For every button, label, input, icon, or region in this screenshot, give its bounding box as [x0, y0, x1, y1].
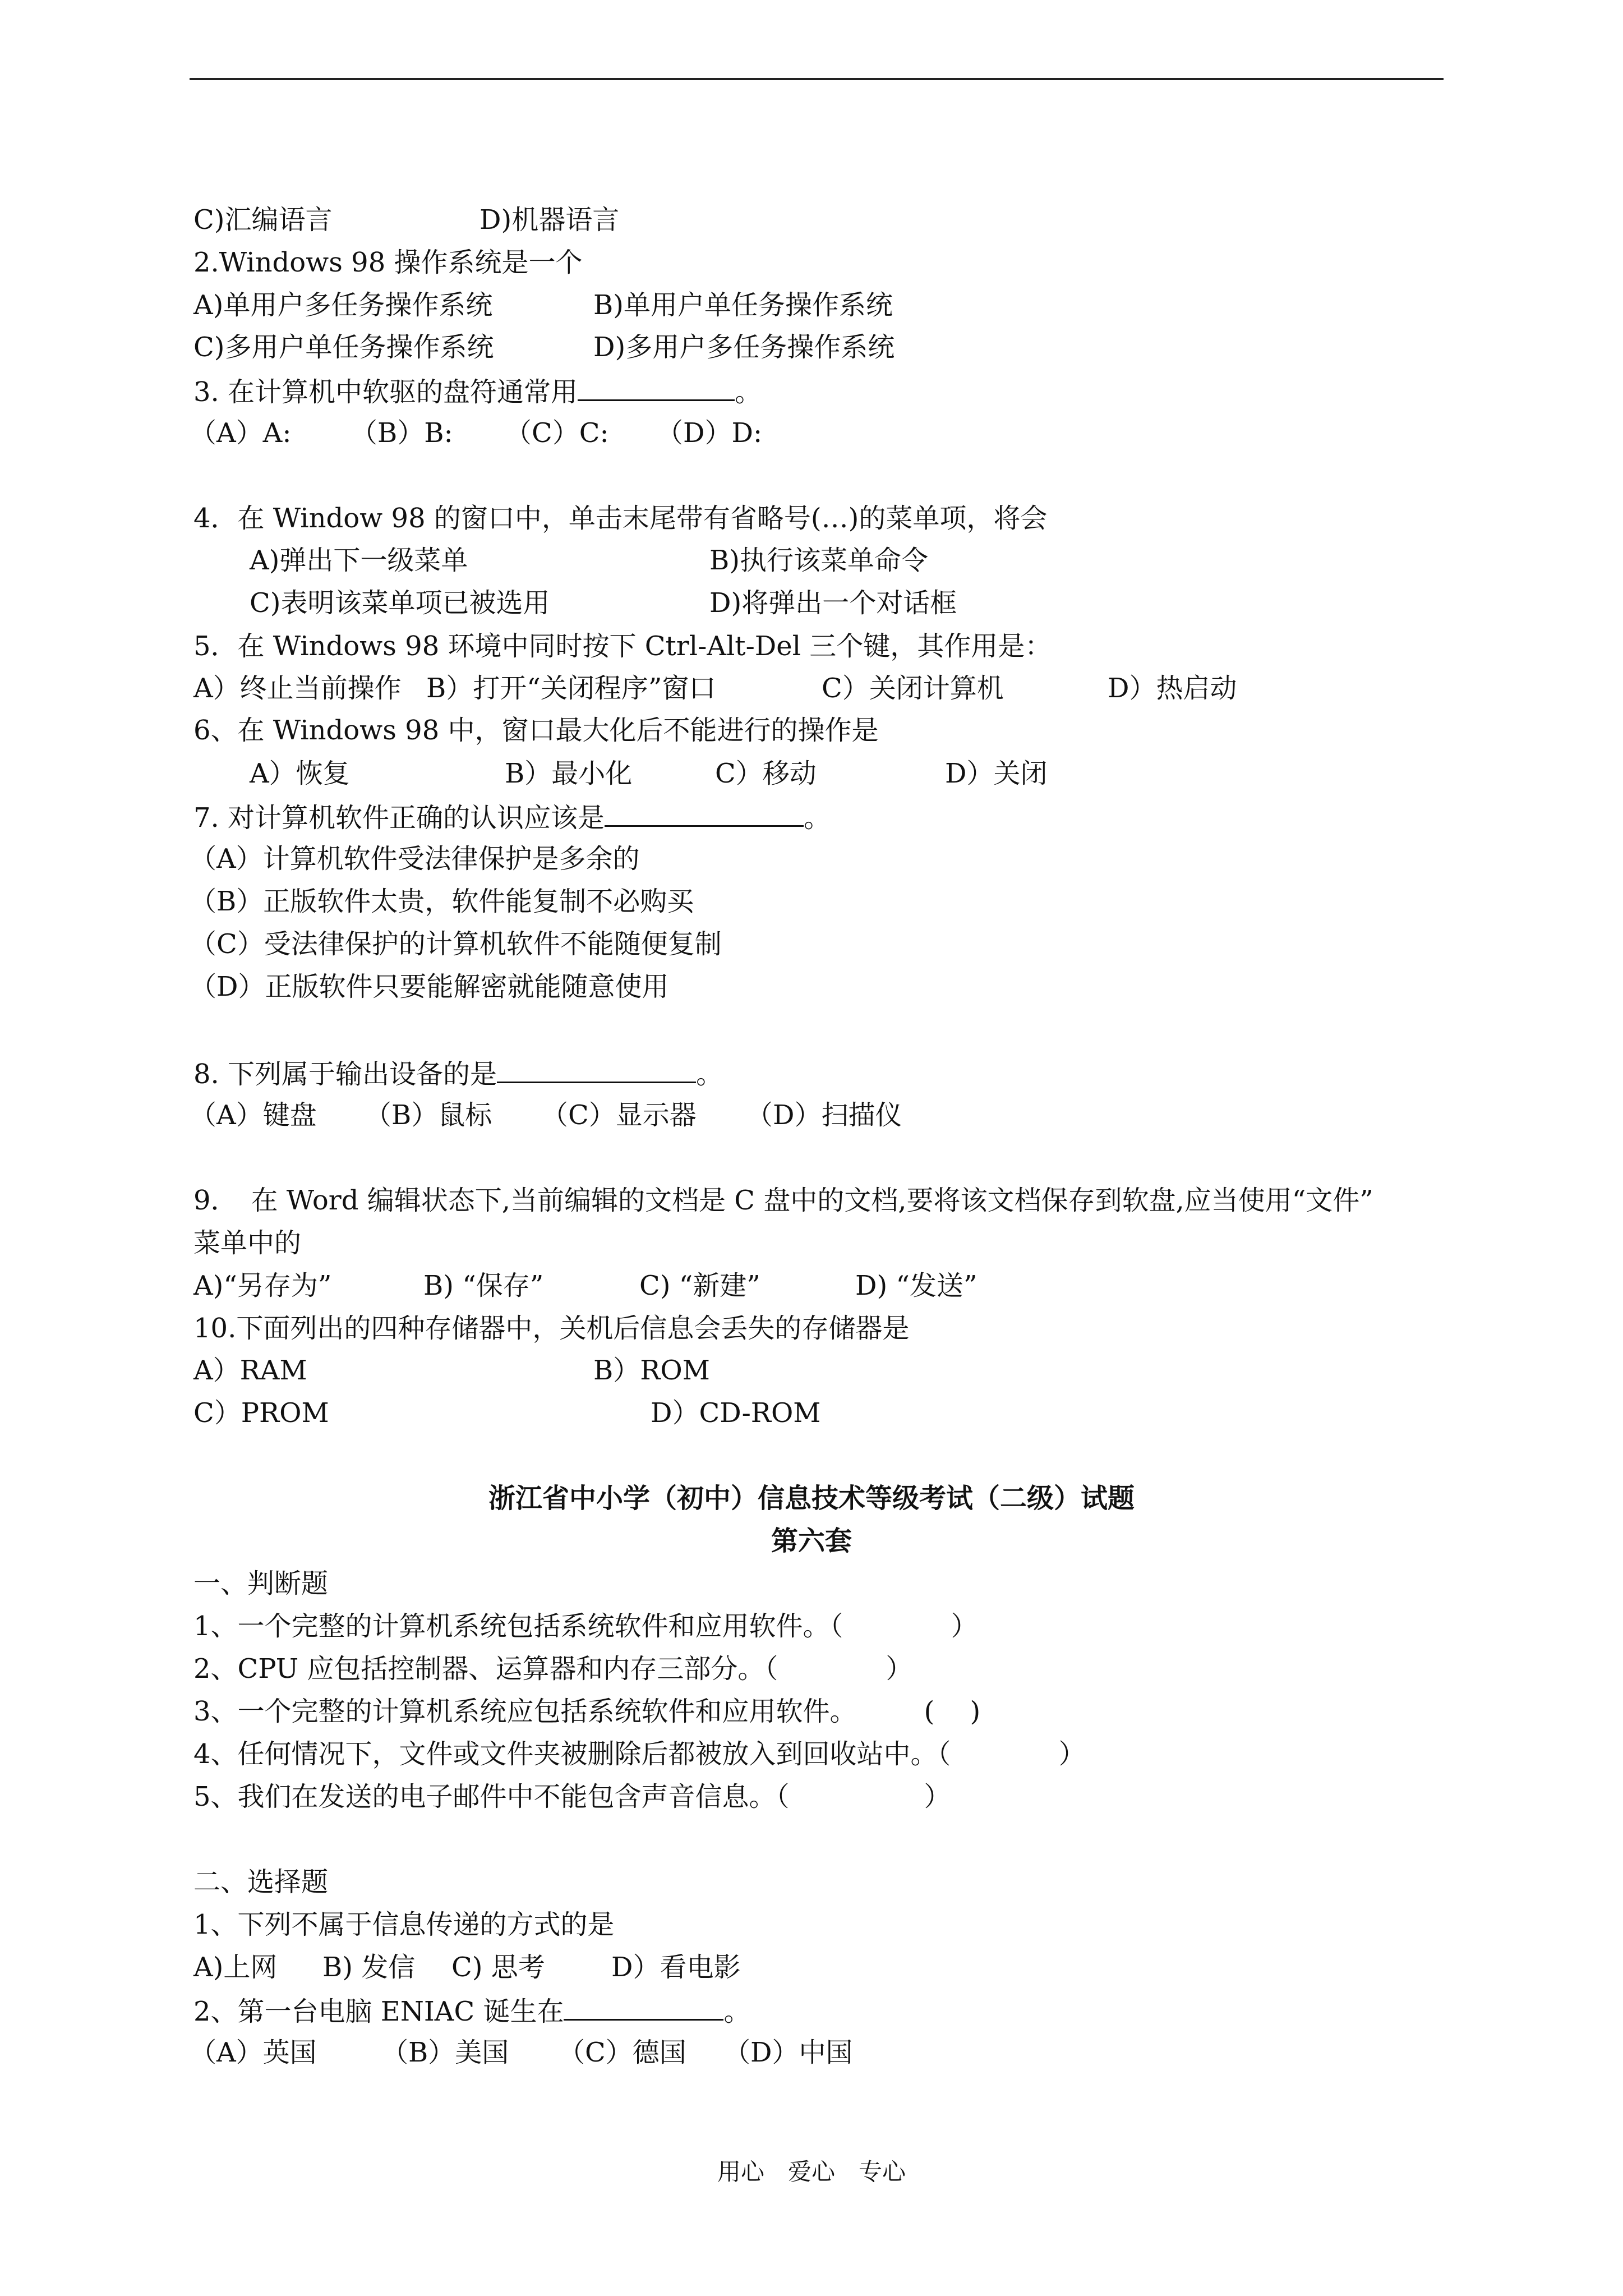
q4-option-b: B)执行该菜单命令	[709, 545, 929, 576]
s2-q1-option-d: D）看电影	[611, 1952, 741, 1983]
q7-option-d: （D）正版软件只要能解密就能随意使用	[190, 971, 669, 1002]
q1-option-c: C)汇编语言	[193, 204, 333, 236]
s2-q2-option-c: （C）德国	[558, 2037, 686, 2068]
q5-option-d: D）热启动	[1108, 673, 1237, 704]
q3-option-b: （B）B:	[351, 417, 453, 449]
q8-option-d: （D）扫描仪	[746, 1099, 902, 1131]
s2-q1-option-b: B) 发信	[322, 1952, 416, 1983]
q10-option-c: C）PROM	[193, 1397, 329, 1429]
s2-q1-option-c: C) 思考	[451, 1952, 545, 1983]
judgement-item: 5、我们在发送的电子邮件中不能包含声音信息。（ ）	[193, 1781, 951, 1812]
q3-option-c: （C）C:	[505, 417, 609, 449]
q5-option-c: C）关闭计算机	[822, 673, 1004, 704]
judgement-item: 4、任何情况下，文件或文件夹被删除后都被放入到回收站中。（ ）	[193, 1738, 1086, 1770]
q7-option-c: （C）受法律保护的计算机软件不能随便复制	[190, 928, 722, 960]
q2-option-c: C)多用户单任务操作系统	[193, 332, 494, 363]
q6-option-a: A）恢复	[250, 758, 350, 789]
q7-line	[193, 799, 831, 835]
q9-option-d: D) “发送”	[855, 1270, 978, 1301]
q7-end: 。	[804, 802, 831, 834]
q2-option-b: B)单用户单任务操作系统	[593, 289, 893, 321]
s2-q2-option-a: （A）英国	[190, 2037, 317, 2068]
q10-option-d: D）CD-ROM	[651, 1397, 821, 1429]
q3-end: 。	[735, 376, 762, 408]
q9-option-c: C) “新建”	[639, 1270, 760, 1301]
q9-stem-line1: 9． 在 Word 编辑状态下,当前编辑的文档是 C 盘中的文档,要将该文档保存到软盘,应当使用“文件”	[193, 1185, 1373, 1216]
header-rule	[190, 78, 1444, 80]
answer-blank	[605, 799, 804, 827]
answer-blank	[578, 374, 735, 401]
q4-option-a: A)弹出下一级菜单	[250, 545, 468, 576]
s2-q2-option-d: （D）中国	[723, 2037, 853, 2068]
q3-option-a: （A）A:	[190, 417, 292, 449]
section-heading-choice: 二、选择题	[193, 1866, 329, 1898]
q10-option-a: A）RAM	[193, 1355, 307, 1386]
s2-q1-option-a: A)上网	[193, 1952, 278, 1983]
q10-option-b: B）ROM	[593, 1355, 710, 1386]
q8-option-c: （C）显示器	[541, 1099, 697, 1131]
judgement-item: 2、CPU 应包括控制器、运算器和内存三部分。（ ）	[193, 1653, 913, 1685]
q6-option-b: B）最小化	[505, 758, 633, 789]
q7-option-a: （A）计算机软件受法律保护是多余的	[190, 843, 640, 875]
q8-end: 。	[696, 1059, 723, 1090]
q5-option-b: B）打开“关闭程序”窗口	[426, 673, 716, 704]
q4-stem: 4．在 Window 98 的窗口中，单击末尾带有省略号(…)的菜单项，将会	[193, 503, 1048, 534]
exam-title: 浙江省中小学（初中）信息技术等级考试（二级）试题	[488, 1483, 1135, 1514]
q6-option-c: C）移动	[715, 758, 817, 789]
q6-option-d: D）关闭	[945, 758, 1048, 789]
q4-option-c: C)表明该菜单项已被选用	[250, 587, 550, 619]
s2-q2-stem: 2、第一台电脑 ENIAC 诞生在	[193, 1996, 564, 2027]
q3-option-d: （D）D:	[656, 417, 763, 449]
q2-option-a: A)单用户多任务操作系统	[193, 289, 493, 321]
q8-option-b: （B）鼠标	[365, 1099, 492, 1131]
q4-option-d: D)将弹出一个对话框	[709, 587, 957, 619]
q7-stem: 7. 对计算机软件正确的认识应该是	[193, 802, 605, 834]
q9-option-b: B) “保存”	[423, 1270, 544, 1301]
q9-stem-line2: 菜单中的	[193, 1227, 302, 1259]
s2-q2-option-b: （B）美国	[381, 2037, 509, 2068]
q8-stem: 8. 下列属于输出设备的是	[193, 1059, 497, 1090]
q9-option-a: A)“另存为”	[193, 1270, 332, 1301]
q5-option-a: A）终止当前操作	[193, 673, 402, 704]
s2-q2-end: 。	[723, 1996, 751, 2027]
q3-line	[193, 374, 762, 409]
s2-q1-stem: 1、下列不属于信息传递的方式的是	[193, 1909, 615, 1940]
section-heading-judgement: 一、判断题	[193, 1568, 329, 1599]
judgement-item: 1、一个完整的计算机系统包括系统软件和应用软件。（ ）	[193, 1611, 978, 1642]
q5-stem: 5．在 Windows 98 环境中同时按下 Ctrl-Alt-Del 三个键，其作用是：	[193, 631, 1052, 662]
q2-option-d: D)多用户多任务操作系统	[593, 332, 895, 363]
q10-stem: 10.下面列出的四种存储器中，关机后信息会丢失的存储器是	[193, 1313, 910, 1344]
judgement-item: 3、一个完整的计算机系统应包括系统软件和应用软件。 ( )	[193, 1696, 981, 1727]
q8-option-a: （A）键盘	[190, 1099, 317, 1131]
page-footer: 用心 爱心 专心	[717, 2158, 906, 2185]
q3-stem: 3. 在计算机中软驱的盘符通常用	[193, 376, 578, 408]
q8-line	[193, 1056, 723, 1091]
q2-stem: 2.Windows 98 操作系统是一个	[193, 247, 583, 278]
answer-blank	[497, 1056, 696, 1083]
answer-blank	[564, 1993, 723, 2021]
q6-stem: 6、在 Windows 98 中，窗口最大化后不能进行的操作是	[193, 715, 879, 746]
exam-subtitle: 第六套	[771, 1525, 852, 1557]
s2-q2-line	[193, 1993, 750, 2028]
q7-option-b: （B）正版软件太贵，软件能复制不必购买	[190, 886, 694, 917]
q1-option-d: D)机器语言	[479, 204, 620, 236]
